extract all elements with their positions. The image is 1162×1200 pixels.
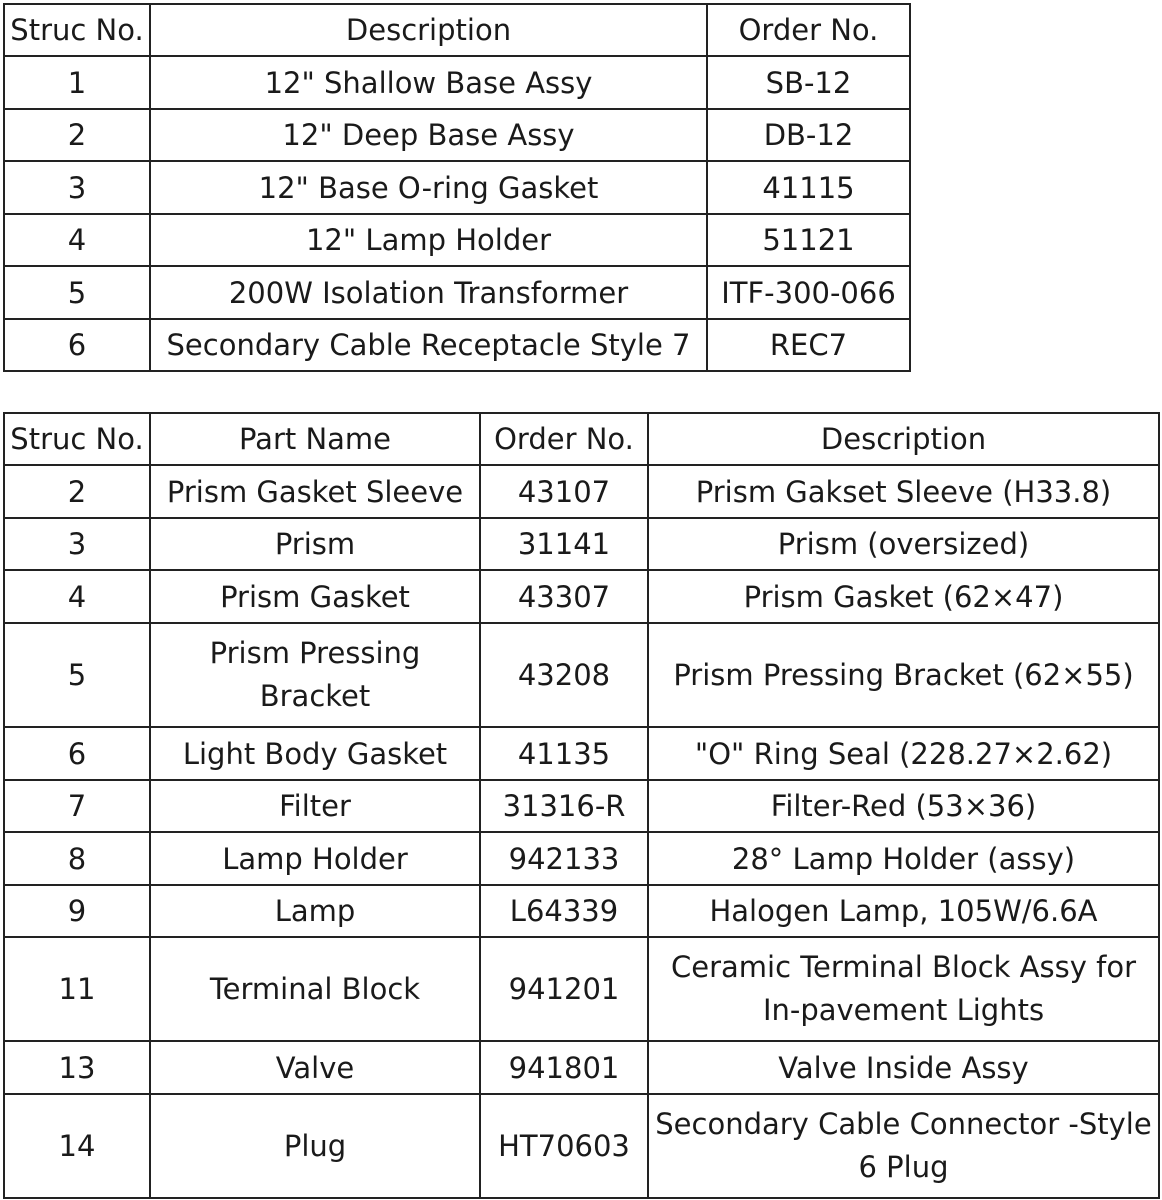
cell-order-no: 941801 [480, 1041, 648, 1094]
header-description: Description [150, 4, 707, 56]
header-description: Description [648, 413, 1159, 465]
cell-struc-no: 8 [4, 832, 150, 885]
cell-description: Prism (oversized) [648, 518, 1159, 570]
cell-description: 12" Shallow Base Assy [150, 56, 707, 109]
table-row [4, 56, 910, 109]
cell-description: 12" Base O-ring Gasket [150, 161, 707, 214]
structure-table-base [3, 3, 911, 372]
table-row [4, 885, 1159, 937]
table-row [4, 623, 1159, 727]
cell-order-no: SB-12 [707, 56, 910, 109]
cell-part-name: Light Body Gasket [150, 727, 480, 780]
cell-part-name: Prism Pressing Bracket [150, 623, 480, 727]
cell-description: Filter-Red (53×36) [648, 780, 1159, 832]
cell-struc-no: 11 [4, 937, 150, 1041]
cell-part-name: Filter [150, 780, 480, 832]
table-row [4, 570, 1159, 623]
cell-description: Secondary Cable Connector -Style 6 Plug [648, 1094, 1159, 1198]
table-row [4, 937, 1159, 1041]
header-part-name: Part Name [150, 413, 480, 465]
cell-order-no: 43307 [480, 570, 648, 623]
header-order-no: Order No. [480, 413, 648, 465]
cell-struc-no: 5 [4, 266, 150, 319]
table-row [4, 161, 910, 214]
cell-description: Prism Pressing Bracket (62×55) [648, 623, 1159, 727]
cell-part-name: Lamp [150, 885, 480, 937]
cell-struc-no: 6 [4, 319, 150, 371]
table-row [4, 109, 910, 161]
cell-order-no: ITF-300-066 [707, 266, 910, 319]
cell-part-name: Plug [150, 1094, 480, 1198]
cell-description: 200W Isolation Transformer [150, 266, 707, 319]
cell-order-no: 41135 [480, 727, 648, 780]
cell-struc-no: 13 [4, 1041, 150, 1094]
cell-description: "O" Ring Seal (228.27×2.62) [648, 727, 1159, 780]
cell-description: Prism Gakset Sleeve (H33.8) [648, 465, 1159, 518]
cell-order-no: L64339 [480, 885, 648, 937]
cell-description: Secondary Cable Receptacle Style 7 [150, 319, 707, 371]
cell-part-name: Prism Gasket Sleeve [150, 465, 480, 518]
table-header-row [4, 4, 910, 56]
cell-struc-no: 9 [4, 885, 150, 937]
cell-struc-no: 14 [4, 1094, 150, 1198]
cell-description: Valve Inside Assy [648, 1041, 1159, 1094]
cell-part-name: Lamp Holder [150, 832, 480, 885]
table-header-row [4, 413, 1159, 465]
cell-struc-no: 4 [4, 214, 150, 266]
table-row [4, 319, 910, 371]
cell-struc-no: 3 [4, 161, 150, 214]
cell-order-no: HT70603 [480, 1094, 648, 1198]
structure-table-parts [3, 412, 1160, 1199]
table-row [4, 727, 1159, 780]
table-row [4, 780, 1159, 832]
cell-struc-no: 7 [4, 780, 150, 832]
cell-order-no: 51121 [707, 214, 910, 266]
cell-struc-no: 1 [4, 56, 150, 109]
cell-order-no: DB-12 [707, 109, 910, 161]
table-row [4, 214, 910, 266]
cell-struc-no: 2 [4, 109, 150, 161]
table-row [4, 266, 910, 319]
cell-order-no: 43107 [480, 465, 648, 518]
cell-order-no: 41115 [707, 161, 910, 214]
cell-part-name: Terminal Block [150, 937, 480, 1041]
header-struc-no: Struc No. [4, 4, 150, 56]
table-row [4, 1041, 1159, 1094]
cell-part-name: Valve [150, 1041, 480, 1094]
table-row [4, 518, 1159, 570]
cell-order-no: 31141 [480, 518, 648, 570]
table-row [4, 832, 1159, 885]
cell-struc-no: 6 [4, 727, 150, 780]
cell-order-no: 941201 [480, 937, 648, 1041]
cell-description: Ceramic Terminal Block Assy for In-pavement Lights [648, 937, 1159, 1041]
header-order-no: Order No. [707, 4, 910, 56]
cell-struc-no: 2 [4, 465, 150, 518]
cell-order-no: REC7 [707, 319, 910, 371]
table-row [4, 465, 1159, 518]
cell-description: Halogen Lamp, 105W/6.6A [648, 885, 1159, 937]
cell-struc-no: 3 [4, 518, 150, 570]
table-row [4, 1094, 1159, 1198]
cell-description: 12" Deep Base Assy [150, 109, 707, 161]
cell-description: Prism Gasket (62×47) [648, 570, 1159, 623]
cell-part-name: Prism [150, 518, 480, 570]
cell-struc-no: 5 [4, 623, 150, 727]
cell-part-name: Prism Gasket [150, 570, 480, 623]
cell-order-no: 31316-R [480, 780, 648, 832]
cell-description: 12" Lamp Holder [150, 214, 707, 266]
cell-order-no: 43208 [480, 623, 648, 727]
cell-description: 28° Lamp Holder (assy) [648, 832, 1159, 885]
header-struc-no: Struc No. [4, 413, 150, 465]
cell-struc-no: 4 [4, 570, 150, 623]
cell-order-no: 942133 [480, 832, 648, 885]
